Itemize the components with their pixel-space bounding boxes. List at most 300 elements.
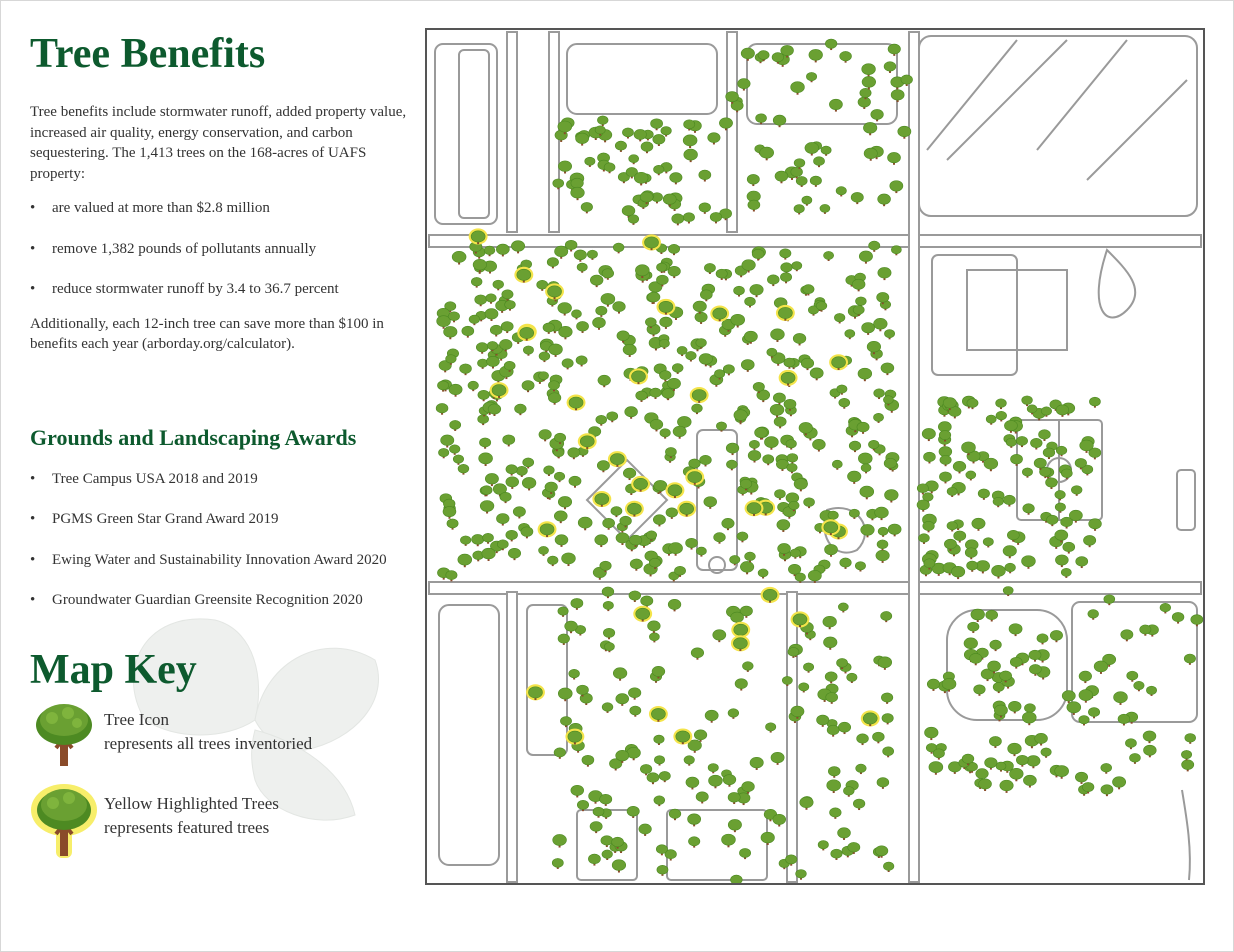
tree-marker bbox=[662, 389, 674, 401]
tree-marker bbox=[764, 437, 778, 450]
tree-marker bbox=[891, 246, 901, 256]
featured-tree-marker bbox=[631, 476, 650, 492]
tree-marker bbox=[750, 284, 763, 297]
featured-tree-marker bbox=[578, 433, 597, 449]
tree-marker bbox=[823, 616, 837, 629]
tree-marker bbox=[771, 752, 784, 765]
tree-marker bbox=[890, 181, 903, 193]
tree-marker bbox=[653, 134, 665, 146]
tree-marker bbox=[468, 381, 478, 391]
featured-tree-marker bbox=[633, 606, 652, 622]
tree-marker bbox=[1184, 654, 1195, 665]
tree-marker bbox=[922, 428, 935, 441]
tree-marker bbox=[738, 79, 751, 91]
benefit-item: • are valued at more than $2.8 million bbox=[30, 198, 415, 218]
tree-marker bbox=[1067, 702, 1081, 715]
tree-marker bbox=[436, 403, 448, 414]
tree-marker bbox=[569, 669, 580, 679]
featured-tree-marker bbox=[545, 283, 564, 299]
tree-marker bbox=[825, 544, 838, 556]
featured-tree-marker bbox=[731, 635, 750, 651]
tree-marker bbox=[648, 621, 661, 633]
tree-marker bbox=[683, 213, 694, 224]
tree-marker bbox=[953, 461, 966, 473]
tree-marker bbox=[821, 146, 831, 156]
tree-marker bbox=[983, 538, 993, 548]
featured-tree-marker bbox=[677, 501, 696, 517]
tree-marker bbox=[965, 548, 977, 559]
tree-marker bbox=[523, 346, 533, 356]
tree-marker bbox=[487, 356, 500, 368]
tree-marker bbox=[449, 384, 462, 396]
tree-marker bbox=[562, 359, 573, 370]
tree-marker bbox=[1101, 763, 1112, 773]
tree-marker bbox=[641, 142, 653, 153]
featured-tree-marker bbox=[608, 451, 627, 467]
tree-marker bbox=[700, 455, 712, 466]
tree-marker bbox=[654, 796, 665, 806]
tree-marker bbox=[882, 714, 893, 725]
tree-marker bbox=[511, 241, 524, 254]
tree-marker bbox=[1104, 595, 1115, 605]
tree-marker bbox=[1016, 755, 1028, 766]
tree-marker bbox=[516, 466, 527, 477]
tree-marker bbox=[670, 173, 682, 185]
tree-marker bbox=[741, 48, 754, 61]
tree-marker bbox=[857, 422, 869, 434]
tree-marker bbox=[469, 315, 480, 325]
tree-marker bbox=[1075, 772, 1087, 784]
tree-marker bbox=[968, 622, 979, 633]
tree-marker bbox=[629, 591, 641, 602]
tree-marker bbox=[810, 176, 821, 187]
featured-tree-marker bbox=[673, 728, 692, 744]
tree-marker bbox=[656, 263, 666, 273]
tree-marker bbox=[475, 295, 487, 306]
tree-marker bbox=[1063, 542, 1075, 553]
tree-marker bbox=[480, 500, 494, 513]
tree-marker bbox=[878, 657, 892, 670]
tree-marker bbox=[601, 293, 615, 306]
tree-marker bbox=[590, 821, 602, 833]
tree-marker bbox=[650, 388, 662, 399]
tree-marker bbox=[602, 850, 613, 860]
tree-marker bbox=[602, 587, 614, 598]
tree-marker bbox=[539, 352, 550, 362]
tree-marker bbox=[476, 343, 488, 354]
map-canvas bbox=[427, 30, 1203, 883]
key-tree-desc: represents all trees inventoried bbox=[104, 734, 313, 753]
tree-marker bbox=[688, 837, 699, 848]
tree-marker bbox=[971, 609, 985, 622]
tree-marker bbox=[735, 679, 747, 691]
tree-marker bbox=[611, 507, 622, 518]
tree-marker bbox=[558, 496, 571, 509]
tree-marker bbox=[705, 710, 718, 722]
tree-marker bbox=[976, 561, 990, 574]
tree-marker bbox=[625, 407, 638, 419]
tree-marker bbox=[756, 114, 767, 124]
tree-marker bbox=[858, 368, 872, 381]
tree-marker bbox=[766, 723, 776, 733]
tree-marker bbox=[673, 426, 686, 439]
tree-marker bbox=[885, 490, 899, 503]
tree-marker bbox=[874, 318, 888, 331]
tree-marker bbox=[700, 290, 712, 301]
tree-marker bbox=[477, 359, 487, 369]
tree-marker bbox=[472, 534, 484, 546]
tree-marker bbox=[714, 533, 726, 544]
tree-marker bbox=[713, 630, 726, 642]
tree-marker bbox=[554, 511, 567, 523]
tree-marker bbox=[986, 415, 996, 425]
tree-marker bbox=[471, 277, 482, 287]
tree-marker bbox=[1172, 612, 1184, 623]
tree-marker bbox=[478, 390, 490, 401]
tree-marker bbox=[446, 571, 457, 582]
tree-marker bbox=[613, 243, 624, 253]
tree-marker bbox=[582, 755, 594, 766]
tree-marker bbox=[1010, 768, 1024, 781]
tree-marker bbox=[1101, 785, 1113, 797]
tree-marker bbox=[639, 824, 652, 836]
tree-marker bbox=[823, 637, 837, 650]
tree-marker bbox=[1118, 714, 1130, 725]
tree-marker bbox=[555, 535, 568, 547]
tree-marker bbox=[577, 321, 589, 332]
tree-marker bbox=[1182, 760, 1194, 772]
tree-marker bbox=[1008, 701, 1021, 713]
tree-marker bbox=[728, 709, 739, 719]
tree-marker bbox=[818, 841, 828, 851]
tree-marker bbox=[708, 133, 720, 145]
tree-marker bbox=[485, 309, 498, 321]
tree-marker bbox=[730, 555, 740, 565]
tree-marker bbox=[521, 527, 533, 539]
tree-marker bbox=[595, 535, 608, 547]
tree-marker bbox=[496, 244, 509, 256]
tree-marker bbox=[479, 438, 490, 449]
tree-marker bbox=[761, 832, 774, 845]
tree-marker bbox=[863, 122, 876, 135]
tree-marker bbox=[672, 364, 683, 374]
tree-marker bbox=[810, 368, 823, 380]
tree-marker bbox=[669, 809, 681, 820]
tree-marker bbox=[628, 688, 641, 700]
tree-marker bbox=[571, 187, 585, 200]
tree-marker bbox=[574, 250, 586, 262]
tree-marker bbox=[1094, 661, 1108, 674]
tree-marker bbox=[1010, 454, 1022, 465]
tree-marker bbox=[602, 703, 613, 713]
tree-marker bbox=[647, 773, 659, 784]
tree-marker bbox=[479, 453, 493, 466]
tree-marker bbox=[967, 561, 978, 572]
tree-marker bbox=[745, 297, 756, 307]
tree-marker bbox=[881, 611, 892, 622]
tree-marker bbox=[1134, 681, 1144, 691]
tree-marker bbox=[812, 439, 825, 451]
tree-marker bbox=[603, 601, 613, 611]
featured-tree-marker bbox=[829, 354, 848, 370]
tree-marker bbox=[726, 460, 737, 470]
map-key-title: Map Key bbox=[30, 647, 197, 693]
tree-marker bbox=[506, 465, 517, 476]
tree-marker bbox=[786, 440, 797, 450]
tree-marker bbox=[522, 381, 534, 393]
tree-marker bbox=[881, 693, 893, 704]
tree-marker bbox=[437, 381, 448, 392]
tree-marker bbox=[686, 777, 699, 789]
tree-marker bbox=[522, 477, 536, 490]
tree-marker bbox=[990, 640, 1002, 651]
tree-marker bbox=[554, 748, 565, 759]
tree-marker bbox=[630, 559, 642, 571]
tree-marker bbox=[500, 492, 511, 503]
featured-tree-marker bbox=[517, 325, 536, 341]
tree-marker bbox=[648, 292, 660, 304]
featured-tree-marker bbox=[791, 611, 810, 627]
tree-marker bbox=[613, 668, 627, 681]
tree-marker bbox=[839, 398, 850, 408]
tree-marker bbox=[543, 323, 554, 334]
tree-marker bbox=[1003, 546, 1016, 559]
tree-marker bbox=[1055, 503, 1065, 513]
tree-marker bbox=[571, 310, 581, 320]
tree-marker bbox=[1125, 739, 1136, 749]
tree-marker bbox=[828, 767, 840, 778]
tree-marker bbox=[1143, 745, 1156, 757]
tree-marker bbox=[1027, 756, 1040, 769]
tree-marker bbox=[1047, 515, 1059, 526]
tree-marker bbox=[728, 792, 740, 804]
tree-marker bbox=[830, 808, 842, 819]
tree-marker bbox=[776, 459, 788, 471]
info-panel bbox=[30, 30, 415, 860]
tree-marker bbox=[672, 214, 684, 226]
tree-marker bbox=[806, 72, 816, 82]
tree-marker bbox=[794, 205, 804, 215]
tree-marker bbox=[951, 566, 964, 579]
tree-marker bbox=[877, 778, 889, 789]
tree-marker bbox=[1061, 568, 1071, 578]
tree-marker bbox=[780, 249, 791, 260]
tree-marker bbox=[1088, 610, 1099, 620]
additional-paragraph: Additionally, each 12-inch tree can save more than $100 in benefits each year (arborday.org/calculator). bbox=[30, 315, 384, 352]
tree-marker bbox=[847, 471, 860, 484]
tree-marker bbox=[774, 417, 786, 429]
tree-marker bbox=[872, 732, 884, 743]
tree-marker bbox=[845, 330, 855, 340]
tree-marker bbox=[597, 461, 609, 473]
tree-marker bbox=[739, 848, 750, 859]
tree-marker bbox=[438, 448, 448, 458]
tree-marker bbox=[668, 599, 681, 611]
tree-marker bbox=[802, 196, 812, 206]
tree-marker bbox=[539, 546, 549, 556]
tree-marker bbox=[506, 477, 519, 489]
tree-marker bbox=[801, 358, 814, 370]
benefit-item: • reduce stormwater runoff by 3.4 to 36.7 percent bbox=[30, 279, 415, 299]
tree-marker bbox=[791, 82, 805, 95]
benefit-item: • remove 1,382 pounds of pollutants annually bbox=[30, 239, 415, 259]
tree-marker bbox=[888, 44, 900, 56]
tree-marker bbox=[940, 455, 951, 466]
tree-marker bbox=[860, 486, 874, 499]
tree-marker bbox=[1191, 615, 1203, 627]
tree-marker bbox=[972, 518, 985, 531]
tree-marker bbox=[989, 736, 1001, 747]
tree-marker bbox=[623, 344, 636, 357]
tree-marker bbox=[1079, 716, 1089, 726]
tree-marker bbox=[562, 553, 576, 566]
tree-marker bbox=[925, 727, 939, 740]
tree-marker bbox=[773, 814, 786, 826]
tree-marker bbox=[929, 762, 943, 775]
featured-tree-marker bbox=[567, 395, 586, 411]
tree-marker bbox=[752, 249, 764, 260]
featured-tree-marker bbox=[779, 370, 798, 386]
award-item: • Ewing Water and Sustainability Innovation Award 2020 bbox=[30, 550, 415, 570]
tree-marker bbox=[771, 329, 785, 342]
tree-marker bbox=[939, 472, 951, 484]
tree-marker bbox=[985, 758, 998, 770]
tree-marker bbox=[800, 797, 813, 810]
tree-marker bbox=[1089, 397, 1100, 407]
featured-tree-marker bbox=[710, 305, 729, 321]
tree-marker bbox=[933, 749, 944, 760]
tree-marker bbox=[862, 323, 875, 335]
tree-marker bbox=[600, 794, 612, 806]
tree-marker bbox=[827, 780, 841, 793]
tree-marker bbox=[825, 39, 837, 50]
tree-marker bbox=[750, 757, 763, 770]
tree-marker bbox=[966, 471, 976, 481]
tree-marker bbox=[659, 339, 669, 349]
tree-marker bbox=[849, 509, 859, 519]
tree-marker bbox=[686, 351, 697, 361]
tree-marker bbox=[649, 633, 659, 643]
featured-tree-marker bbox=[490, 382, 509, 398]
tree-marker bbox=[613, 302, 626, 314]
tree-marker bbox=[1022, 556, 1036, 569]
tree-marker bbox=[740, 561, 753, 574]
tree-marker bbox=[855, 562, 865, 572]
featured-tree-marker bbox=[538, 521, 557, 537]
tree-marker bbox=[688, 740, 701, 753]
award-item: • Tree Campus USA 2018 and 2019 bbox=[30, 469, 415, 489]
tree-marker bbox=[869, 241, 880, 252]
tree-marker bbox=[747, 174, 759, 186]
tree-marker bbox=[452, 251, 466, 264]
tree-marker bbox=[836, 187, 846, 197]
tree-marker bbox=[576, 133, 589, 145]
tree-marker bbox=[708, 764, 718, 774]
tree-marker bbox=[1030, 438, 1042, 449]
tree-marker bbox=[777, 520, 790, 532]
tree-marker bbox=[596, 415, 607, 425]
tree-marker bbox=[458, 554, 472, 567]
tree-marker bbox=[612, 860, 626, 873]
tree-marker bbox=[1037, 634, 1048, 645]
tree-marker bbox=[692, 404, 703, 414]
tree-marker bbox=[773, 115, 786, 127]
tree-marker bbox=[684, 756, 694, 766]
tree-marker bbox=[539, 429, 551, 441]
tree-marker bbox=[493, 280, 504, 290]
tree-marker bbox=[809, 49, 823, 62]
tree-marker bbox=[924, 452, 936, 463]
tree-marker bbox=[668, 244, 679, 255]
tree-marker bbox=[660, 429, 670, 439]
tree-marker bbox=[814, 157, 825, 167]
tree-marker bbox=[515, 404, 527, 415]
tree-marker bbox=[547, 258, 558, 269]
tree-marker bbox=[996, 411, 1007, 421]
tree-marker bbox=[458, 464, 469, 474]
tree-marker bbox=[858, 97, 871, 109]
tree-marker bbox=[1079, 671, 1092, 683]
tree-marker bbox=[483, 533, 494, 543]
tree-marker bbox=[1079, 690, 1093, 703]
tree-marker bbox=[484, 246, 495, 256]
tree-marker bbox=[984, 458, 998, 471]
tree-marker bbox=[799, 683, 809, 693]
tree-marker bbox=[773, 393, 785, 405]
tree-marker bbox=[1022, 712, 1036, 725]
tree-marker bbox=[838, 603, 848, 613]
tree-marker bbox=[1089, 519, 1102, 531]
tree-marker bbox=[578, 517, 592, 530]
tree-marker bbox=[861, 464, 871, 474]
tree-marker bbox=[709, 775, 723, 788]
tree-marker bbox=[554, 448, 565, 458]
tree-marker bbox=[554, 472, 564, 482]
tree-marker bbox=[629, 155, 639, 165]
featured-tree-marker bbox=[526, 684, 545, 700]
tree-marker bbox=[686, 538, 698, 549]
tree-marker bbox=[834, 313, 845, 323]
tree-marker bbox=[878, 267, 891, 280]
tree-marker bbox=[825, 672, 837, 683]
tree-marker bbox=[874, 413, 884, 423]
tree-marker bbox=[1160, 603, 1171, 613]
tree-marker bbox=[1023, 504, 1035, 515]
tree-marker bbox=[549, 344, 563, 357]
tree-marker bbox=[862, 64, 876, 77]
tree-marker bbox=[734, 286, 745, 296]
tree-marker bbox=[1000, 780, 1013, 793]
tree-marker bbox=[748, 200, 760, 211]
tree-marker bbox=[1041, 748, 1051, 758]
tree-marker bbox=[722, 834, 736, 847]
featured-tree-marker bbox=[861, 710, 880, 726]
tree-marker bbox=[462, 326, 474, 337]
tree-marker bbox=[450, 420, 461, 431]
tree-icon bbox=[30, 698, 100, 768]
tree-marker bbox=[737, 532, 748, 542]
tree-marker bbox=[651, 119, 663, 130]
featured-tree-marker bbox=[565, 729, 584, 745]
tree-marker bbox=[660, 317, 673, 329]
tree-marker bbox=[978, 489, 989, 500]
campus-tree-map[interactable] bbox=[425, 28, 1205, 885]
featured-tree-marker bbox=[745, 500, 764, 516]
key-row-featured bbox=[30, 782, 415, 860]
tree-marker bbox=[887, 152, 900, 164]
tree-marker bbox=[1083, 535, 1095, 547]
tree-marker bbox=[481, 486, 492, 497]
